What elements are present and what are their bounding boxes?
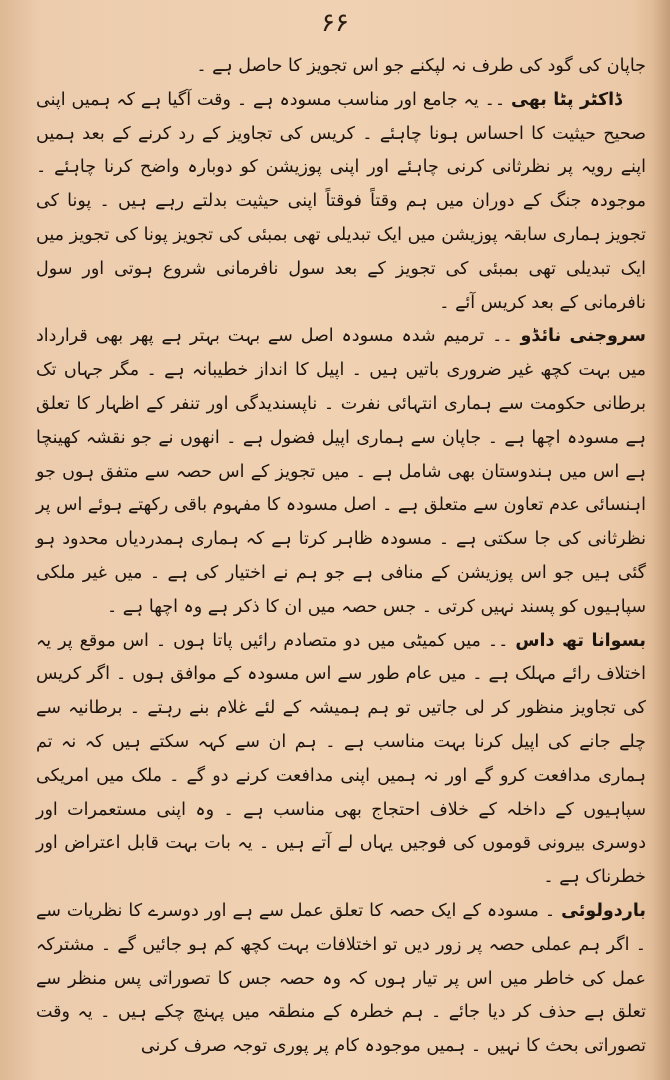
paragraph-text: ۔ مسودہ کے ایک حصہ کا تعلق عمل سے ہے اور دوسرے کا نظریات سے ۔ اگر ہم عملی حصہ پر زور دیں تو اختلافات بہت کچھ کم ہو جائیں گے ۔ مشترکہ عمل کی خاطر میں اس پر تیار ہوں کہ وہ حصہ جس کا تصوراتی پس منظر سے تعلق ہے حذف کر دیا جائے ۔ ہم خطرہ کے منطقہ میں پہنچ چکے ہیں ۔ یہ وقت تصوراتی بحث کا نہیں ۔ ہمیں موجودہ کام پر پوری توجہ صرف کرنی: [36, 900, 646, 1057]
paragraph: [36, 320, 646, 624]
paragraph: [36, 84, 646, 321]
paragraph: [36, 50, 646, 84]
speaker-name: بسوانا تھ داس: [515, 630, 646, 651]
paragraph-text: ۔۔ میں کمیٹی میں دو متصادم رائیں پاتا ہوں ۔ اس موقع پر یہ اختلاف رائے مہلک ہے ۔ میں عام طور سے اس مسودہ کے موافق ہوں ۔ اگر کریس کی تجاویز منظور کر لی جاتیں تو ہم ہمیشہ کے لئے غلام بنے رہتے ۔ برطانیہ سے چلے جانے کی اپیل کرنا بہت مناسب ہے ۔ ہم ان سے کہہ سکتے ہیں کہ نہ تم ہماری مدافعت کرو گے اور نہ ہمیں اپنی مدافعت کرنے دو گے ۔ ملک میں امریکی سپاہیوں کے داخلہ کے خلاف احتجاج بھی مناسب ہے ۔ وہ اپنی مستعمرات اور دوسری بیرونی قوموں کی فوجیں یہاں لے آتے ہیں ۔ یہ بات بہت قابل اعتراض اور خطرناک ہے ۔: [36, 630, 646, 888]
paragraph-text: ۔۔ یہ جامع اور مناسب مسودہ ہے ۔ وقت آگیا ہے کہ ہمیں اپنی صحیح حیثیت کا احساس ہونا چاہئے ۔ کریس کی تجاویز کے رد کرنے کے بعد ہمیں اپنے رویہ پر نظرثانی کرنی چاہئے اور اپنی پوزیشن کو دوبارہ واضح کرنا چاہئے ۔ موجودہ جنگ کے دوران میں ہم وقتاً فوقتاً اپنی حیثیت بدلتے رہے ہیں ۔ پونا کی تجویز ہماری سابقہ پوزیشن میں ایک تبدیلی تھی بمبئی کی تجویز پونا کی تجویز میں ایک تبدیلی تھی بمبئی کی تجویز کے بعد سول نافرمانی شروع ہوتی اور سول نافرمانی کے بعد کریس آئے ۔: [36, 89, 646, 313]
paragraph: [36, 625, 646, 895]
speaker-name: ڈاکٹر پٹا بھی: [511, 89, 622, 110]
paragraph: [36, 895, 646, 1064]
page-text: [36, 50, 646, 1064]
speaker-name: سروجنی نائڈو: [520, 326, 646, 347]
paragraph-text: ۔۔ ترمیم شدہ مسودہ اصل سے بہت بہتر ہے پھر بھی قرارداد میں بہت کچھ غیر ضروری باتیں ہیں ۔ اپیل کا انداز خطیبانہ ہے ۔ مگر جہاں تک برطانی حکومت سے ہماری انتہائی نفرت ۔ ناپسندیدگی اور تنفر کے اظہار کا تعلق ہے مسودہ اچھا ہے ۔ جاپان سے ہماری اپیل فضول ہے ۔ انھوں نے جو نقشہ کھینچا ہے اس میں ہندوستان بھی شامل ہے ۔ میں تجویز کے اس حصہ سے متفق ہوں جو اہنسائی عدم تعاون سے متعلق ہے ۔ اصل مسودہ کا مفہوم باقی رکھتے ہوئے اس پر نظرثانی کی جا سکتی ہے ۔ مسودہ ظاہر کرتا ہے کہ ہماری ہمدردیاں محدود ہو گئی ہیں جو اس پوزیشن کے منافی ہے جو ہم نے اختیار کی ہے ۔ میں غیر ملکی سپاہیوں کو پسند نہیں کرتی ۔ جس حصہ میں ان کا ذکر ہے وہ اچھا ہے ۔: [36, 326, 646, 617]
page-edge-shadow: [652, 0, 670, 1080]
paragraph-text: جاپان کی گود کی طرف نہ لپکنے جو اس تجویز کا حاصل ہے ۔: [196, 56, 646, 76]
speaker-name: باردولوئی: [561, 900, 646, 921]
page-number: ۶۶: [321, 8, 349, 38]
